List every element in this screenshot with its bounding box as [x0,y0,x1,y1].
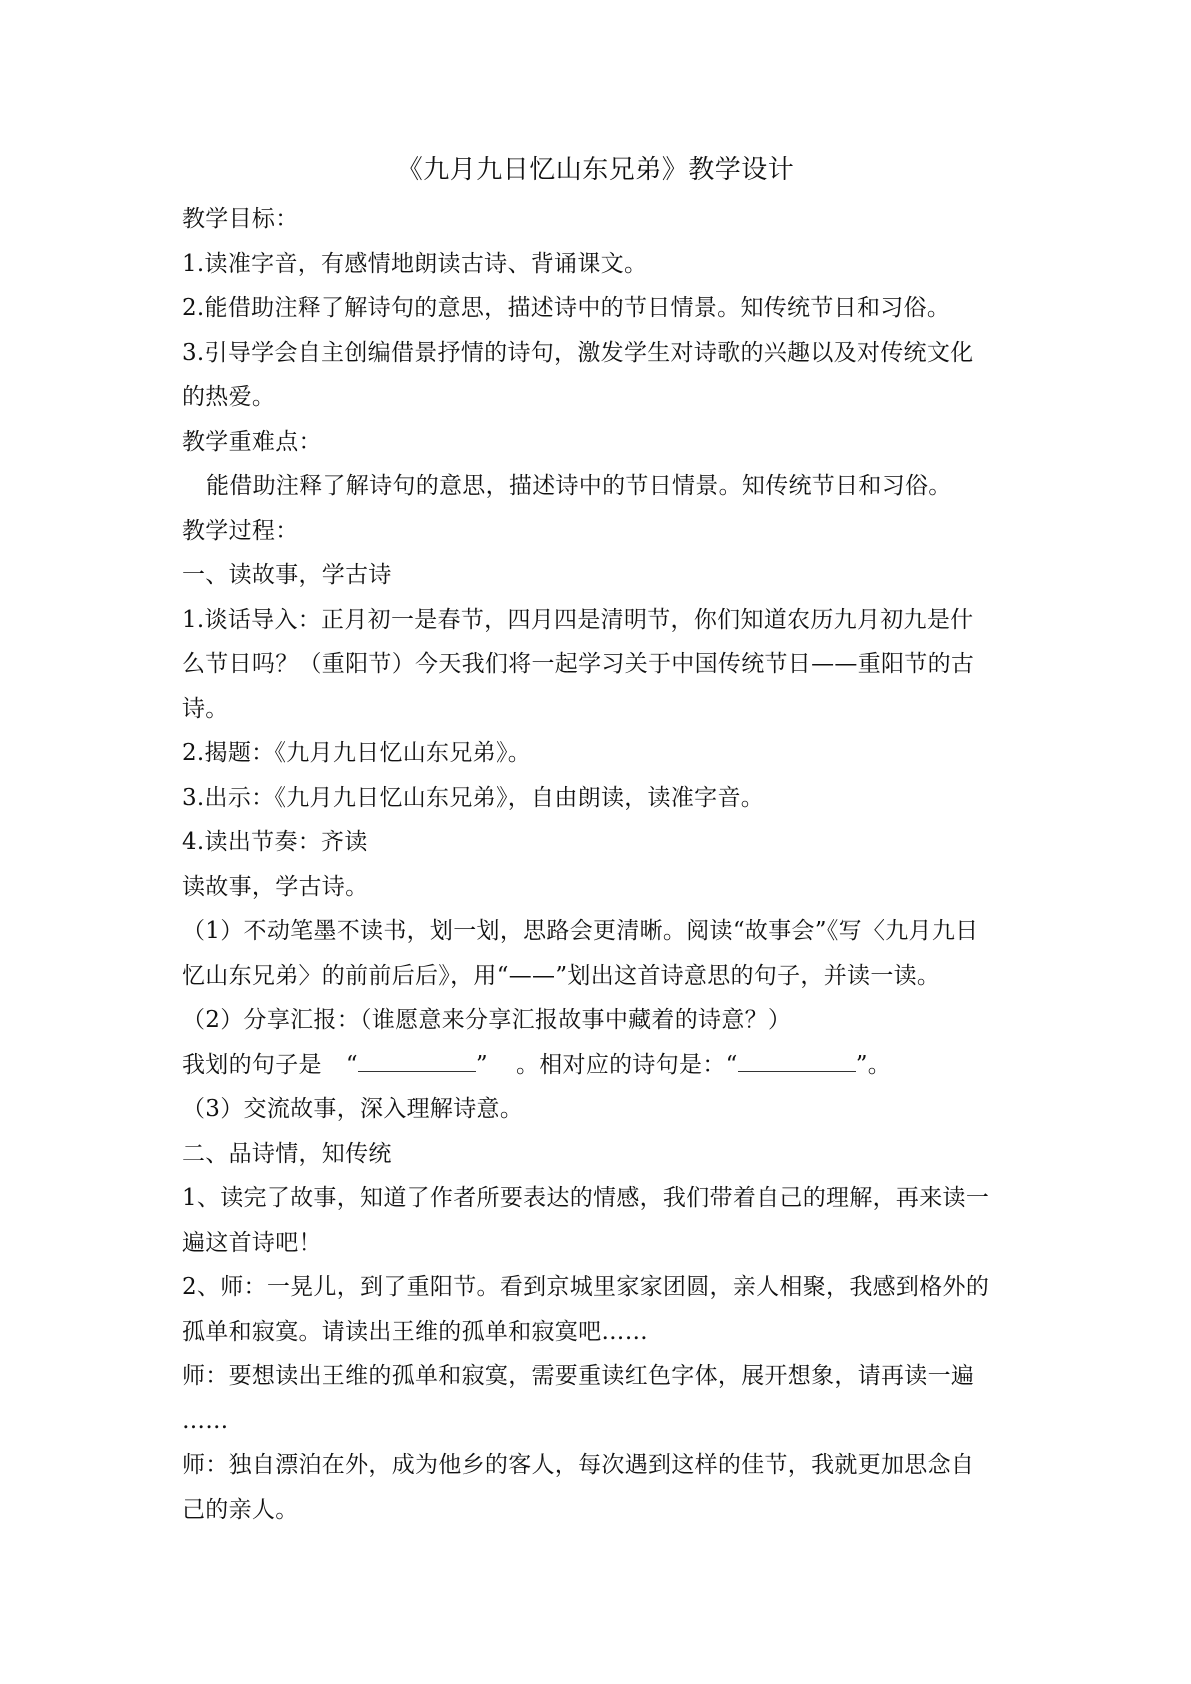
blank-line-1 [358,1053,476,1072]
document-body [182,197,1012,1532]
text-line: （3）交流故事，深入理解诗意。 [182,1096,524,1122]
text-line: 教学过程： [182,517,299,544]
text-line: 2、师：一晃儿，到了重阳节。看到京城里家家团圆，亲人相聚，我感到格外的 [182,1274,990,1300]
text-line: 己的亲人。 [182,1496,299,1523]
text-line: 么节日吗？（重阳节）今天我们将一起学习关于中国传统节日——重阳节的古 [182,651,975,677]
text-line: 3.引导学会自主创编借景抒情的诗句，激发学生对诗歌的兴趣以及对传统文化 [182,339,974,366]
text-line: 师：要想读出王维的孤单和寂寞，需要重读红色字体，展开想象，请再读一遍 [182,1363,975,1389]
text-line: 1.谈话导入：正月初一是春节，四月四是清明节，你们知道农历九月初九是什 [182,606,974,633]
text-line: 诗。 [182,695,229,722]
document-title: 《九月九日忆山东兄弟》教学设计 [396,155,795,185]
text-line: 2.能借助注释了解诗句的意思，描述诗中的节日情景。知传统节日和习俗。 [182,295,951,321]
text-line: 的热爱。 [182,384,276,410]
section-heading: 一、读故事，学古诗 [182,562,392,588]
text-line: 读故事，学古诗。 [182,873,369,900]
text-line: 教学目标： [182,206,299,232]
section-heading: 二、品诗情，知传统 [182,1140,392,1167]
fill-text: 。相对应的诗句是： [515,1051,726,1078]
text-line: 3.出示：《九月九日忆山东兄弟》，自由朗读，读准字音。 [182,784,765,811]
text-line: 孤单和寂寞。请读出王维的孤单和寂寞吧…… [182,1318,648,1345]
text-line: 教学重难点： [182,428,322,455]
fill-text: 我划的句子是 [182,1051,322,1078]
blank-line-2 [738,1053,856,1072]
text-line: 能借助注释了解诗句的意思，描述诗中的节日情景。知传统节日和习俗。 [206,473,952,499]
text-line: 忆山东兄弟〉的前前后后》，用“——”划出这首诗意思的句子，并读一读。 [182,962,941,989]
quote-mark: “ [345,1051,358,1078]
quote-mark: ” [475,1051,488,1078]
text-line: 2.揭题：《九月九日忆山东兄弟》。 [182,740,532,766]
text-line: （1）不动笔墨不读书，划一划，思路会更清晰。阅读“故事会”《写〈九月九日 [182,918,979,944]
quote-mark: ”。 [855,1051,892,1078]
text-line: 4.读出节奏：齐读 [182,829,368,855]
text-line: （2）分享汇报：（谁愿意来分享汇报故事中藏着的诗意？） [182,1007,792,1033]
text-line: 1、读完了故事，知道了作者所要表达的情感，我们带着自己的理解，再来读一 [182,1185,990,1211]
text-line: 1.读准字音，有感情地朗读古诗、背诵课文。 [182,250,648,277]
fill-in-blank-line [182,1043,1012,1088]
text-line: …… [182,1407,229,1434]
quote-mark: “ [725,1051,738,1078]
text-line: 遍这首诗吧！ [182,1229,322,1256]
text-line: 师：独自漂泊在外，成为他乡的客人，每次遇到这样的佳节，我就更加思念自 [182,1452,975,1478]
